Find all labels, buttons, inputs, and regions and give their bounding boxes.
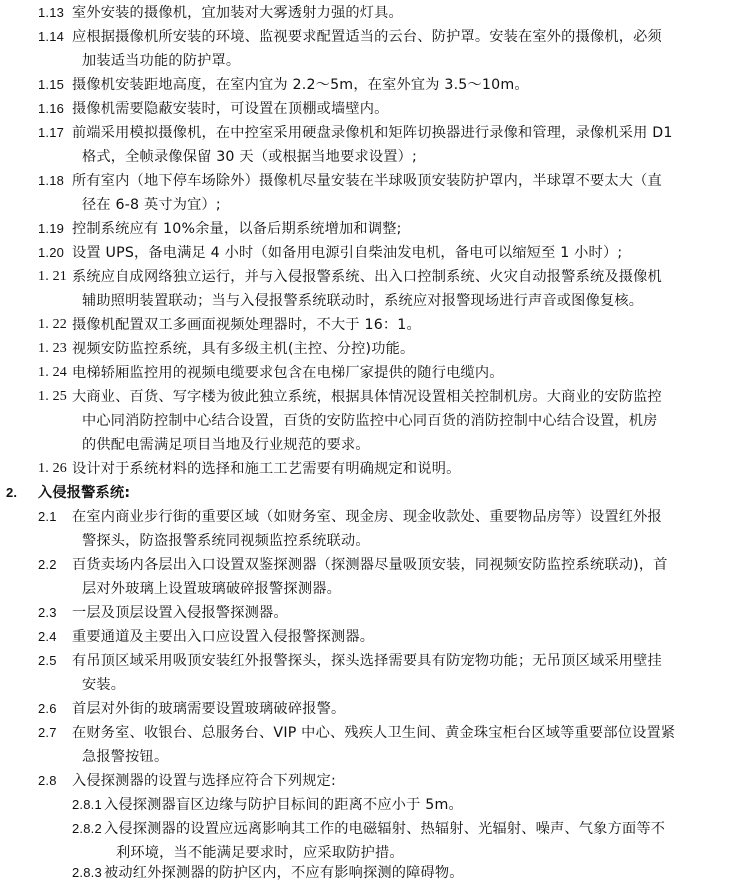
clause-text: 大商业、百货、写字楼为彼此独立系统，根据具体情况设置相关控制机房。大商业的安防监控 <box>72 389 662 405</box>
clause-number: 2.8.1 <box>72 797 102 812</box>
section-number: 2. <box>6 485 18 500</box>
clause-number: 2.1 <box>38 509 57 524</box>
clause-text: 在财务室、收银台、总服务台、VIP 中心、残疾人卫生间、黄金珠宝柜台区域等重要部位设置紧 <box>72 725 676 741</box>
clause-number: 1. 21 <box>38 269 67 284</box>
clause-continuation: 安装。 <box>82 677 126 693</box>
clause-text: 控制系统应有 10%余量，以备后期系统增加和调整; <box>72 221 402 237</box>
clause-number: 1.13 <box>38 5 65 20</box>
clause-text: 入侵探测器的设置与选择应符合下列规定: <box>72 773 336 789</box>
clause-continuation: 径在 6-8 英寸为宜）; <box>82 197 221 213</box>
clause-text: 室外安装的摄像机，宜加装对大雾透射力强的灯具。 <box>72 5 403 21</box>
clause-number: 1. 23 <box>38 341 67 356</box>
clause-number: 1.14 <box>38 29 65 44</box>
clause-number: 1. 25 <box>38 389 67 404</box>
clause-number: 2.5 <box>38 653 57 668</box>
clause-number: 1.18 <box>38 173 65 188</box>
clause-continuation: 层对外玻璃上设置玻璃破碎报警探测器。 <box>82 581 341 597</box>
clause-number: 2.4 <box>38 629 57 644</box>
clause-continuation: 辅助照明装置联动；当与入侵报警系统联动时，系统应对报警现场进行声音或图像复核。 <box>82 293 644 309</box>
clause-text: 系统应自成网络独立运行，并与入侵报警系统、出入口控制系统、火灾自动报警系统及摄像机 <box>72 269 662 285</box>
clause-number: 1. 22 <box>38 317 67 332</box>
clause-text: 前端采用模拟摄像机，在中控室采用硬盘录像机和矩阵切换器进行录像和管理，录像机采用 D1 <box>72 125 673 141</box>
clause-number: 2.8 <box>38 773 57 788</box>
clause-text: 重要通道及主要出入口应设置入侵报警探测器。 <box>72 629 375 645</box>
clause-number: 2.6 <box>38 701 57 716</box>
clause-text: 设置 UPS，备电满足 4 小时（如备用电源引自柴油发电机，备电可以缩短至 1 小时）; <box>72 245 623 261</box>
clause-number: 1.20 <box>38 245 65 260</box>
clause-continuation: 急报警按钮。 <box>82 749 169 765</box>
clause-number: 2.8.2 <box>72 821 102 836</box>
clause-continuation: 的供配电需满足项目当地及行业规范的要求。 <box>82 437 370 453</box>
clause-continuation: 格式，全帧录像保留 30 天（或根据当地要求设置）; <box>82 149 417 165</box>
clause-number: 2.8.3 <box>72 865 102 880</box>
clause-text: 百货卖场内各层出入口设置双鉴探测器（探测器尽量吸顶安装，同视频安防监控系统联动)，首 <box>72 557 668 573</box>
clause-text: 被动红外探测器的防护区内，不应有影响探测的障碍物。 <box>104 865 464 881</box>
clause-number: 2.7 <box>38 725 57 740</box>
clause-number: 2.2 <box>38 557 57 572</box>
clause-number: 1.16 <box>38 101 65 116</box>
clause-text: 入侵探测器盲区边缘与防护目标间的距离不应小于 5m。 <box>104 797 463 813</box>
clause-number: 1.19 <box>38 221 65 236</box>
clause-continuation: 加装适当功能的防护罩。 <box>82 53 241 69</box>
clause-text: 摄像机需要隐蔽安装时，可设置在顶棚或墙壁内。 <box>72 101 389 117</box>
clause-text: 一层及顶层设置入侵报警探测器。 <box>72 605 288 621</box>
clause-number: 2.3 <box>38 605 57 620</box>
clause-text: 应根据摄像机所安装的环境、监视要求配置适当的云台、防护罩。安装在室外的摄像机，必须 <box>72 29 662 45</box>
clause-number: 1. 26 <box>38 461 67 476</box>
clause-text: 在室内商业步行街的重要区域（如财务室、现金房、现金收款处、重要物品房等）设置红外报 <box>72 509 662 525</box>
clause-number: 1. 24 <box>38 365 67 380</box>
clause-text: 设计对于系统材料的选择和施工工艺需要有明确规定和说明。 <box>72 461 461 477</box>
clause-continuation: 警探头，防盗报警系统同视频监控系统联动。 <box>82 533 370 549</box>
clause-text: 摄像机安装距地高度，在室内宜为 2.2～5m，在室外宜为 3.5～10m。 <box>72 77 529 93</box>
section-title: 入侵报警系统: <box>38 485 131 501</box>
clause-text: 有吊顶区域采用吸顶安装红外报警探头，探头选择需要具有防宠物功能；无吊顶区域采用壁挂 <box>72 653 662 669</box>
clause-number: 1.17 <box>38 125 65 140</box>
clause-text: 视频安防监控系统，具有多级主机(主控、分控)功能。 <box>72 341 415 357</box>
clause-continuation: 利环境，当不能满足要求时，应采取防护措。 <box>116 845 404 861</box>
clause-text: 入侵探测器的设置应远离影响其工作的电磁辐射、热辐射、光辐射、噪声、气象方面等不 <box>104 821 666 837</box>
clause-text: 所有室内（地下停车场除外）摄像机尽量安装在半球吸顶安装防护罩内，半球罩不要太大（直 <box>72 173 662 189</box>
clause-number: 1.15 <box>38 77 65 92</box>
clause-text: 首层对外街的玻璃需要设置玻璃破碎报警。 <box>72 701 346 717</box>
clause-text: 电梯轿厢监控用的视频电缆要求包含在电梯厂家提供的随行电缆内。 <box>72 365 504 381</box>
clause-continuation: 中心同消防控制中心结合设置，百货的安防监控中心同百货的消防控制中心结合设置，机房 <box>82 413 658 429</box>
clause-text: 摄像机配置双工多画面视频处理器时，不大于 16：1。 <box>72 317 421 333</box>
